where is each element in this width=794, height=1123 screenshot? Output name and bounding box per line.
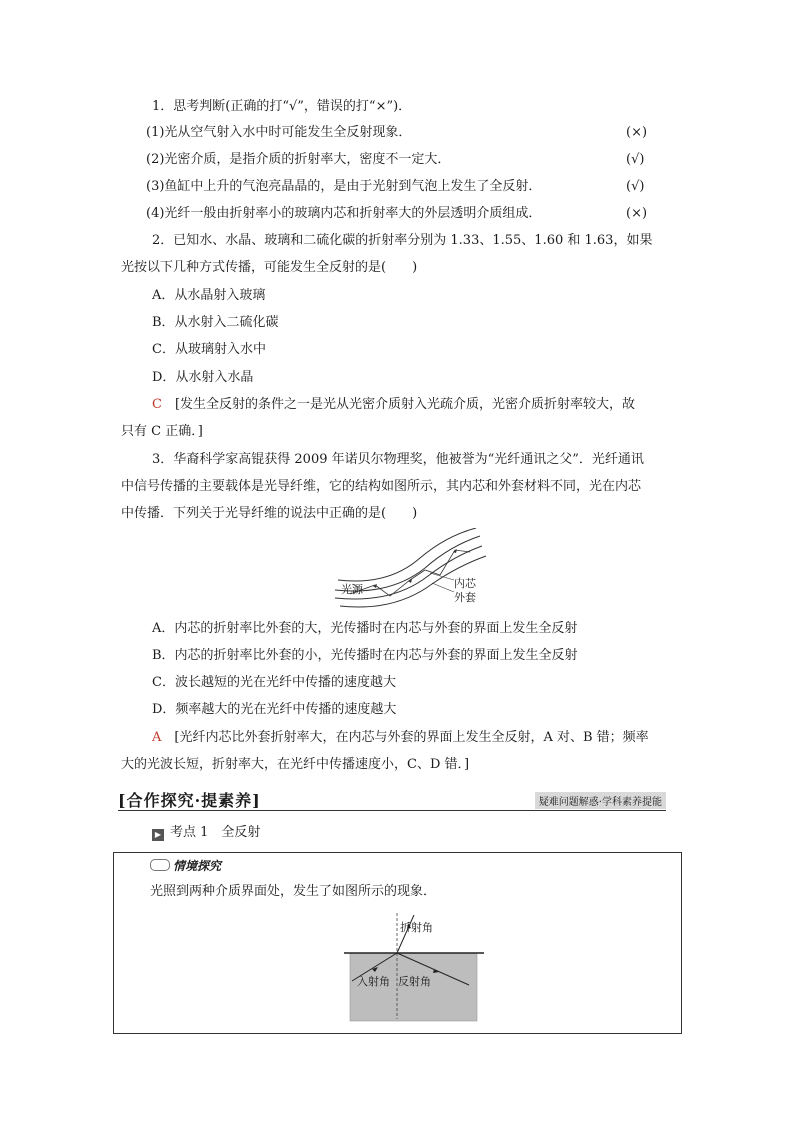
play-triangle-icon: ▶ [152, 829, 164, 841]
q3-stem-line2: 中信号传播的主要载体是光导纤维，它的结构如图所示，其内芯和外套材料不同，光在内芯 [121, 479, 642, 494]
q1-mark-2: (√) [626, 152, 645, 167]
q2-option-c: C．从玻璃射入水中 [152, 342, 266, 357]
fiber-label-core: 内芯 [454, 577, 476, 590]
scenario-text: 光照到两种介质界面处，发生了如图所示的现象． [150, 884, 437, 899]
section-subtitle: 疑难问题解惑·学科素养提能 [535, 792, 666, 809]
label-reflection-angle: 反射角 [398, 975, 431, 988]
q2-option-d: D．从水射入水晶 [152, 370, 254, 385]
q1-mark-1: (×) [626, 125, 648, 140]
q3-option-a: A．内芯的折射率比外套的大，光传播时在内芯与外套的界面上发生全反射 [152, 621, 578, 636]
q2-option-a: A．从水晶射入玻璃 [152, 288, 266, 303]
q3-option-b: B．内芯的折射率比外套的小，光传播时在内芯与外套的界面上发生全反射 [152, 648, 578, 663]
q2-stem-line2: 光按以下几种方式传播，可能发生全反射的是( ) [121, 260, 418, 275]
fiber-label-cladding: 外套 [454, 591, 476, 604]
q3-stem-line3: 中传播．下列关于光导纤维的说法中正确的是( ) [121, 506, 418, 521]
q2-answer-line2: 只有 C 正确．] [121, 424, 203, 439]
section-header [118, 788, 666, 811]
q3-option-d: D．频率越大的光在光纤中传播的速度越大 [152, 702, 397, 717]
q3-option-c: C．波长越短的光在光纤中传播的速度越大 [152, 675, 396, 690]
q1-mark-4: (×) [626, 206, 648, 221]
q2-answer-line1 [152, 396, 635, 414]
q3-answer-line2: 大的光波长短，折射率大，在光纤中传播速度小，C、D 错．] [121, 757, 470, 772]
q3-answer-text: [光纤内芯比外套折射率大，在内芯与外套的界面上发生全反射，A 对、B 错；频率 [161, 730, 649, 745]
q1-stem: 1．思考判断(正确的打“√”，错误的打“×”)． [152, 99, 412, 114]
label-refraction-angle: 折射角 [400, 921, 433, 934]
q3-stem-line1: 3．华裔科学家高锟获得 2009 年诺贝尔物理奖，他被誉为“光纤通讯之父”．光纤通讯 [152, 452, 644, 467]
q1-item-2: (2)光密介质，是指介质的折射率大，密度不一定大． [146, 152, 451, 167]
kaodian-heading [152, 824, 260, 842]
scenario-heading-text: 情境探究 [173, 859, 222, 873]
scenario-box [113, 852, 682, 1034]
q2-answer-text: [发生全反射的条件之一是光从光密介质射入光疏介质，光密介质折射率较大，故 [161, 397, 636, 412]
q3-answer-letter: A [152, 730, 162, 745]
scenario-heading [150, 857, 221, 874]
q1-item-3: (3)鱼缸中上升的气泡亮晶晶的，是由于光射到气泡上发生了全反射． [146, 179, 542, 194]
q2-stem-line1: 2．已知水、水晶、玻璃和二硫化碳的折射率分别为 1.33、1.55、1.60 和 1.63，如果 [152, 233, 653, 248]
q1-item-4: (4)光纤一般由折射率小的玻璃内芯和折射率大的外层透明介质组成． [146, 206, 542, 221]
q2-option-b: B．从水射入二硫化碳 [152, 315, 279, 330]
q2-answer-letter: C [152, 397, 162, 412]
q3-answer-line1 [152, 729, 649, 747]
q1-mark-3: (√) [626, 179, 645, 194]
section-title: [合作探究·提素养] [118, 791, 261, 810]
label-incidence-angle: 入射角 [357, 975, 390, 988]
explore-icon [150, 859, 170, 871]
kaodian-text: 考点 1 全反射 [170, 825, 261, 840]
fiber-label-source: 光源 [341, 583, 363, 596]
q1-item-1: (1)光从空气射入水中时可能发生全反射现象． [146, 125, 412, 140]
